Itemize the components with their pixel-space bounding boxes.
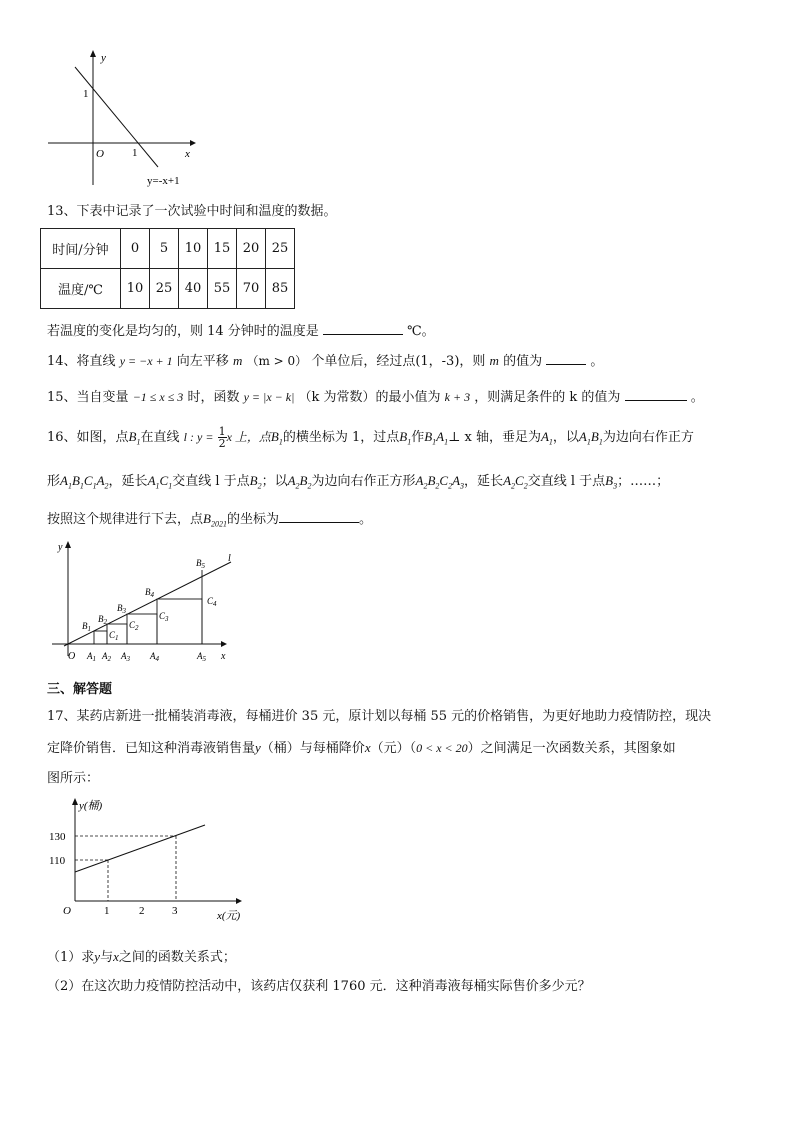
table-cell: 55 bbox=[208, 269, 237, 309]
fig16-graph bbox=[44, 538, 254, 668]
fig12-x-label: x bbox=[185, 148, 190, 160]
q16-l1a: 16、如图，点 bbox=[47, 430, 129, 445]
fig16-b1: $B_1$ bbox=[82, 621, 91, 633]
segment-a2b2: $A_2B_2$ bbox=[287, 473, 312, 491]
table-cell: 25 bbox=[150, 269, 179, 309]
q16-l3c: 。 bbox=[358, 512, 372, 527]
q16-l2c: 交直线 l 于点 bbox=[172, 474, 250, 489]
fig17-y110: 110 bbox=[49, 855, 66, 867]
q17-range: 0 < x < 20 bbox=[416, 741, 468, 755]
fig17-y-label: y(桶) bbox=[79, 800, 103, 812]
fig17-x1: 1 bbox=[104, 905, 110, 917]
fig12-graph bbox=[40, 45, 210, 195]
q17-line1: 17、某药店新进一批桶装消毒液，每桶进价 35 元，原计划以每桶 55 元的价格销售，为更好地助力疫情防控，现决 bbox=[47, 709, 712, 724]
fig17-y-arrow bbox=[72, 798, 78, 805]
q16-l3b: 的坐标为 bbox=[226, 512, 279, 527]
point-a1: $A_1$ bbox=[540, 429, 553, 447]
q17-line3: 图所示： bbox=[47, 771, 100, 786]
square-a2b2c2a3: $A_2B_2C_2A_3$ bbox=[415, 473, 465, 491]
q16-l1i: 为边向右作正方 bbox=[602, 430, 694, 445]
table-cell: 时间/分钟 bbox=[41, 229, 121, 269]
q16-l2g: 交直线 l 于点 bbox=[527, 474, 606, 489]
q15-d: ，则满足条件的 k 的值为 bbox=[474, 390, 621, 405]
fig17-line bbox=[75, 825, 205, 872]
q15-a: 15、当自变量 bbox=[47, 390, 129, 405]
fig16-a4: $A_4$ bbox=[150, 651, 159, 663]
fig12-one-y: 1 bbox=[83, 88, 89, 100]
fig16-origin: O bbox=[68, 651, 76, 662]
q16-l1f: 作 bbox=[411, 430, 425, 445]
fig16-c2: $C_2$ bbox=[129, 620, 139, 632]
fig16-y-label: y bbox=[58, 542, 63, 553]
point-b1: $B_1$ bbox=[399, 429, 412, 447]
q16-l1d: x 上，点 bbox=[226, 430, 271, 444]
table-row bbox=[41, 269, 295, 309]
q16-l1g: ⊥ x 轴，垂足为 bbox=[448, 430, 541, 445]
point-b2021: $B_{2021}$ bbox=[203, 511, 227, 529]
q17-l2b: （桶）与每桶降价 bbox=[260, 741, 365, 756]
answer-blank[interactable] bbox=[625, 388, 687, 401]
table-cell: 70 bbox=[237, 269, 266, 309]
q15-e: 。 bbox=[690, 390, 704, 405]
fraction-one-half bbox=[218, 426, 227, 449]
fig17-graph bbox=[45, 795, 255, 925]
q17-l2c: （元）（ bbox=[370, 741, 417, 756]
segment-a1c1: $A_1C_1$ bbox=[147, 473, 173, 491]
fig16-a2: $A_2$ bbox=[102, 651, 111, 663]
q16-l1c: l : y = bbox=[183, 430, 214, 444]
table-cell: 5 bbox=[150, 229, 179, 269]
q14-m: m bbox=[232, 353, 243, 368]
fig16-y-arrow bbox=[65, 541, 71, 548]
q13-after-b: ℃。 bbox=[407, 324, 435, 339]
fig17-x2: 2 bbox=[139, 905, 145, 917]
fig16-x-label: x bbox=[221, 651, 226, 662]
q16-line1 bbox=[47, 426, 694, 449]
fig12-y-label: y bbox=[101, 52, 106, 64]
point-b1: $B_1$ bbox=[270, 429, 283, 447]
fig16-a3: $A_3$ bbox=[121, 651, 130, 663]
fig12-x-arrow bbox=[190, 140, 196, 146]
fig16-square-1 bbox=[94, 631, 107, 644]
fig16-b3: $B_3$ bbox=[117, 603, 126, 615]
q15-range: −1 ≤ x ≤ 3 bbox=[132, 390, 184, 404]
fig12-origin: O bbox=[96, 148, 104, 160]
var-x: x bbox=[113, 949, 119, 964]
q16-line3 bbox=[47, 508, 372, 529]
var-x: x bbox=[364, 740, 371, 755]
q14-m2: m bbox=[489, 353, 499, 368]
q16-l2d: ；以 bbox=[261, 474, 288, 489]
q16-l1e: 的横坐标为 1，过点 bbox=[282, 430, 400, 445]
answer-blank[interactable] bbox=[546, 352, 586, 365]
table-cell: 0 bbox=[121, 229, 150, 269]
q14-a: 14、将直线 bbox=[47, 354, 116, 369]
frac-num: 1 bbox=[218, 425, 226, 438]
segment-a1b1: $A_1B_1$ bbox=[578, 429, 603, 447]
q16-l2h: ；……； bbox=[617, 474, 670, 489]
table-cell: 40 bbox=[179, 269, 208, 309]
fig12-y-arrow bbox=[90, 50, 96, 57]
fig16-square-4 bbox=[157, 599, 202, 644]
q14-text bbox=[47, 350, 603, 369]
table-cell: 85 bbox=[266, 269, 295, 309]
var-y: y bbox=[94, 949, 101, 964]
fig16-x-arrow bbox=[221, 641, 227, 647]
table-cell: 10 bbox=[121, 269, 150, 309]
answer-blank[interactable] bbox=[323, 322, 403, 335]
table-cell: 15 bbox=[208, 229, 237, 269]
fig16-a5: $A_5$ bbox=[197, 651, 206, 663]
q17-p1c: 之间的函数关系式； bbox=[118, 950, 236, 965]
answer-blank[interactable] bbox=[279, 510, 359, 523]
q14-c: 个单位后，经过点(1，-3)，则 bbox=[311, 354, 486, 369]
point-b2: $B_2$ bbox=[249, 473, 262, 491]
section-heading: 三、解答题 bbox=[47, 682, 113, 697]
q15-c: （k 为常数）的最小值为 bbox=[298, 390, 441, 405]
table-cell: 20 bbox=[237, 229, 266, 269]
q17-part2: （2）在这次助力疫情防控活动中，该药店仅获利 1760 元．这种消毒液每桶实际售价多少元？ bbox=[47, 979, 591, 994]
fig16-c1: $C_1$ bbox=[109, 630, 119, 642]
fig17-y130: 130 bbox=[49, 831, 66, 843]
var-y: y bbox=[255, 740, 261, 755]
fig17-x-arrow bbox=[236, 898, 242, 904]
q14-eq: y = −x + 1 bbox=[119, 354, 173, 368]
table-cell: 温度/℃ bbox=[41, 269, 121, 309]
q16-l2a: 形 bbox=[47, 474, 61, 489]
fig16-c3: $C_3$ bbox=[159, 611, 169, 623]
segment-a2c2: $A_2C_2$ bbox=[503, 473, 528, 491]
q16-l1b: 在直线 bbox=[140, 430, 180, 445]
q13-question bbox=[47, 320, 435, 339]
fig16-b2: $B_2$ bbox=[98, 614, 107, 626]
table-cell: 10 bbox=[179, 229, 208, 269]
fig16-a1: $A_1$ bbox=[87, 651, 96, 663]
q17-p1b: 与 bbox=[100, 950, 114, 965]
q13-after-a: 若温度的变化是均匀的，则 14 分钟时的温度是 bbox=[47, 324, 319, 339]
q14-d: 的值为 bbox=[503, 354, 543, 369]
fig16-c4: $C_4$ bbox=[207, 596, 217, 608]
frac-den: 2 bbox=[218, 437, 226, 450]
q14-b: 向左平移 bbox=[176, 354, 229, 369]
fig12-line bbox=[75, 67, 158, 167]
fig17-x-label: x(元) bbox=[217, 910, 241, 922]
fig12-equation: y=-x+1 bbox=[147, 175, 180, 187]
q16-l2f: ，延长 bbox=[464, 474, 504, 489]
q16-line2 bbox=[47, 470, 669, 491]
segment-b1a1: $B_1A_1$ bbox=[424, 429, 449, 447]
q17-l2a: 定降价销售．已知这种消毒液销售量 bbox=[47, 741, 256, 756]
q17-line2 bbox=[47, 737, 676, 756]
q15-text bbox=[47, 386, 704, 405]
q14-e: 。 bbox=[590, 354, 604, 369]
fig17-origin: O bbox=[63, 905, 71, 917]
fig12-one-x: 1 bbox=[132, 147, 138, 159]
q15-minv: k + 3 bbox=[444, 390, 471, 404]
fig17-x3: 3 bbox=[172, 905, 178, 917]
fig16-l-label: l bbox=[228, 553, 231, 564]
square-a1b1c1a2: $A_1B_1C_1A_2$ bbox=[60, 473, 109, 491]
q16-l2e: 为边向右作正方形 bbox=[311, 474, 416, 489]
q15-func: y = |x − k| bbox=[243, 390, 295, 404]
q14-cond: （m > 0） bbox=[246, 354, 308, 368]
fig16-b4: $B_4$ bbox=[145, 587, 154, 599]
point-b3: $B_3$ bbox=[605, 473, 618, 491]
table-row bbox=[41, 229, 295, 269]
table-cell: 25 bbox=[266, 229, 295, 269]
q16-l2b: ，延长 bbox=[108, 474, 148, 489]
q17-p1a: （1）求 bbox=[47, 950, 95, 965]
q16-l3a: 按照这个规律进行下去，点 bbox=[47, 512, 204, 527]
q15-b: 时，函数 bbox=[187, 390, 240, 405]
fig16-b5: $B_5$ bbox=[196, 558, 205, 570]
q17-l2d: ）之间满足一次函数关系，其图象如 bbox=[467, 741, 676, 756]
point-b1: $B_1$ bbox=[128, 429, 141, 447]
q13-text: 13、下表中记录了一次试验中时间和温度的数据。 bbox=[47, 204, 337, 219]
q17-part1 bbox=[47, 946, 236, 965]
q13-table bbox=[40, 228, 295, 309]
fig16-line-l bbox=[64, 562, 231, 646]
q16-l1h: ，以 bbox=[552, 430, 579, 445]
